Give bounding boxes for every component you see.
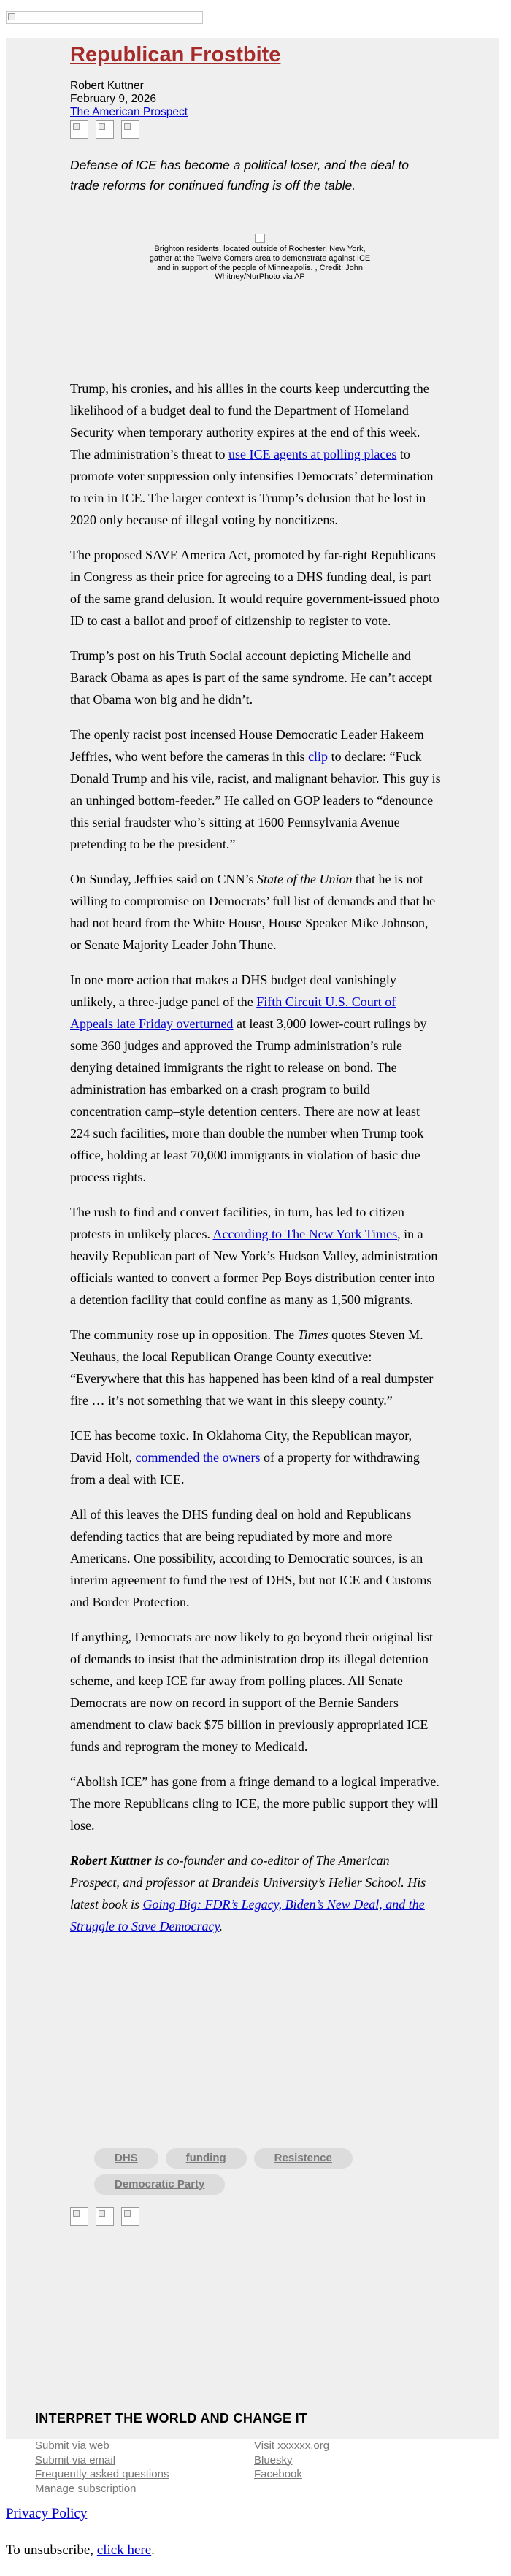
privacy-policy-link[interactable]: Privacy Policy [6, 2506, 88, 2521]
paragraph-12: “Abolish ICE” has gone from a fringe demand to a logical imperative. The more Republicans cling to ICE, the more public support they will lose. [70, 1774, 439, 1833]
privacy-policy [6, 2506, 87, 2522]
manage-subscription-link[interactable]: Manage subscription [35, 2482, 137, 2495]
bluesky-link[interactable]: Bluesky [254, 2453, 293, 2466]
paragraph-4: The openly racist post incensed House Democratic Leader Hakeem Jeffries, who went before the cameras in this clip to declare: “Fuck Donald Trump and his vile, racist, and malignant behavior. This guy is an unhinged bottom-feeder.” He called on GOP leaders to “denounce this serial fraudster who’s sitting at 1600 Pennsylvania Avenue pretending to be the president.” [70, 727, 441, 851]
author-name: Robert Kuttner [70, 80, 144, 92]
submit-web-link[interactable]: Submit via web [35, 2439, 110, 2452]
faq-link[interactable]: Frequently asked questions [35, 2468, 169, 2480]
article-dek: Defense of ICE has become a political loser, and the deal to trade reforms for continued funding is off the table. [70, 158, 410, 193]
book-link[interactable]: Going Big: FDR’s Legacy, Biden’s New Deal, and the Struggle to Save Democracy [70, 1897, 425, 1933]
article-body [70, 377, 441, 1950]
submit-email-link[interactable]: Submit via email [35, 2453, 116, 2466]
share-email-icon[interactable] [121, 120, 139, 139]
author-bio: Robert Kuttner is co-founder and co-editor of The American Prospect, and professor at Brandeis University’s Heller School. His latest book is Going Big: FDR’s Legacy, Biden’s New Deal, and the Struggle to Save Democracy. [70, 1853, 426, 1933]
paragraph-1: Trump, his cronies, and his allies in the courts keep undercutting the likelihood of a budget deal to fund the Department of Homeland Security when temporary authority expires at the end of this week. The administration’s threat to use ICE agents at polling places to promote voter suppression only intensifies Democrats’ determination to rein in ICE. The larger context is Trump’s delusion that he lost in 2020 only because of illegal voting by noncitizens. [70, 381, 434, 527]
paragraph-9: ICE has become toxic. In Oklahoma City, the Republican mayor, David Holt, commended the owners of a property for withdrawing from a deal with ICE. [70, 1428, 420, 1487]
nyt-link[interactable]: According to The New York Times [212, 1227, 398, 1241]
paragraph-10: All of this leaves the DHS funding deal on hold and Republicans defending tactics that are being repudiated by more and more Americans. One possibility, according to Democratic sources, is an interim agreement to fund the rest of DHS, but not ICE and Customs and Border Protection. [70, 1507, 432, 1609]
commended-owners-link[interactable]: commended the owners [135, 1450, 261, 1465]
footer-links-right [254, 2439, 329, 2482]
clip-link[interactable]: clip [308, 749, 328, 764]
tag-resistence[interactable]: Resistence [254, 2148, 353, 2169]
fifth-circuit-link[interactable]: Fifth Circuit U.S. Court of Appeals late Friday overturned [70, 994, 396, 1031]
article-headline[interactable]: Republican Frostbite [70, 43, 281, 66]
polling-places-link[interactable]: use ICE agents at polling places [228, 447, 397, 461]
unsubscribe-line: To unsubscribe, click here. [6, 2542, 155, 2558]
visit-site-link[interactable]: Visit xxxxxx.org [254, 2439, 330, 2452]
paragraph-5: On Sunday, Jeffries said on CNN’s State of the Union that he is not willing to compromise on Democrats’ full list of demands and that he had not heard from the White House, House Speaker Mike Johnson, or Senate Majority Leader John Thune. [70, 872, 436, 952]
tag-dhs[interactable]: DHS [94, 2148, 158, 2169]
photo-caption [143, 234, 377, 282]
paragraph-3: Trump’s post on his Truth Social account depicting Michelle and Barack Obama as apes is part of the same syndrome. He can’t accept that Obama won big and he didn’t. [70, 648, 432, 707]
paragraph-2: The proposed SAVE America Act, promoted by far-right Republicans in Congress as their price for agreeing to a DHS funding deal, is part of the same grand delusion. It would require government-issued photo ID to cast a ballot and proof of citizenship to register to vote. [70, 548, 439, 628]
byline [70, 80, 450, 119]
publish-date: February 9, 2026 [70, 93, 157, 105]
newsletter-card [6, 38, 499, 2495]
paragraph-7: The rush to find and convert facilities, in turn, has led to citizen protests in unlikely places. According to The New York Times, in a heavily Republican part of New York’s Hudson Valley, administration officials wanted to convert a former Pep Boys distribution center into a detention facility that could confine as many as 1,500 migrants. [70, 1205, 438, 1307]
facebook-link[interactable]: Facebook [254, 2468, 302, 2480]
paragraph-11: If anything, Democrats are now likely to go beyond their original list of demands to insist that the administration drop its illegal detention scheme, and keep ICE far away from polling places. All Senate Democrats are now on record in support of the Bernie Sanders amendment to claw back $75 billion in previously appropriated ICE funds and reprogram the money to Medicaid. [70, 1630, 433, 1754]
bio-author-name: Robert Kuttner [70, 1853, 152, 1868]
unsubscribe-link[interactable]: click here [96, 2542, 152, 2558]
share-facebook-icon[interactable] [70, 120, 88, 139]
paragraph-6: In one more action that makes a DHS budget deal vanishingly unlikely, a three-judge panel of the Fifth Circuit U.S. Court of Appeals late Friday overturned at least 3,000 lower-court rulings by some 360 judges and approved the Trump administration’s rule denying detained immigrants the right to release on bond. The administration has embarked on a crash program to build concentration camp–style detention centers. There are now at least 224 such facilities, more than double the number when Trump took office, holding at least 70,000 immigrants in violation of basic due process rights. [70, 973, 427, 1184]
tag-democratic-party[interactable]: Democratic Party [94, 2174, 225, 2195]
tag-row-2 [94, 2174, 225, 2195]
publication-link[interactable]: The American Prospect [70, 106, 188, 118]
paragraph-8: The community rose up in opposition. The Times quotes Steven M. Neuhaus, the local Republican Orange County executive: “Everywhere that this has happened has been kind of a real dumpster fire … it’s not something that we want in this sleepy county.” [70, 1327, 434, 1408]
share-twitter-icon[interactable] [96, 2207, 114, 2226]
share-facebook-icon[interactable] [70, 2207, 88, 2226]
share-email-icon[interactable] [121, 2207, 139, 2226]
caption-text: Brighton residents, located outside of Rochester, New York, gather at the Twelve Corners area to demonstrate against ICE and in support of the people of Minneapolis. , Credit: John Whitney/NurPhoto via AP [149, 245, 371, 282]
share-row-bottom [70, 2207, 139, 2226]
header-banner-image [6, 11, 203, 24]
share-row-top [70, 120, 139, 139]
share-twitter-icon[interactable] [96, 120, 114, 139]
tag-funding[interactable]: funding [166, 2148, 247, 2169]
footer-links-left [35, 2439, 169, 2496]
article-photo [255, 234, 265, 243]
broken-image-icon [8, 13, 15, 20]
footer-tagline: INTERPRET THE WORLD AND CHANGE IT [35, 2411, 308, 2426]
tag-row-1 [94, 2148, 353, 2169]
